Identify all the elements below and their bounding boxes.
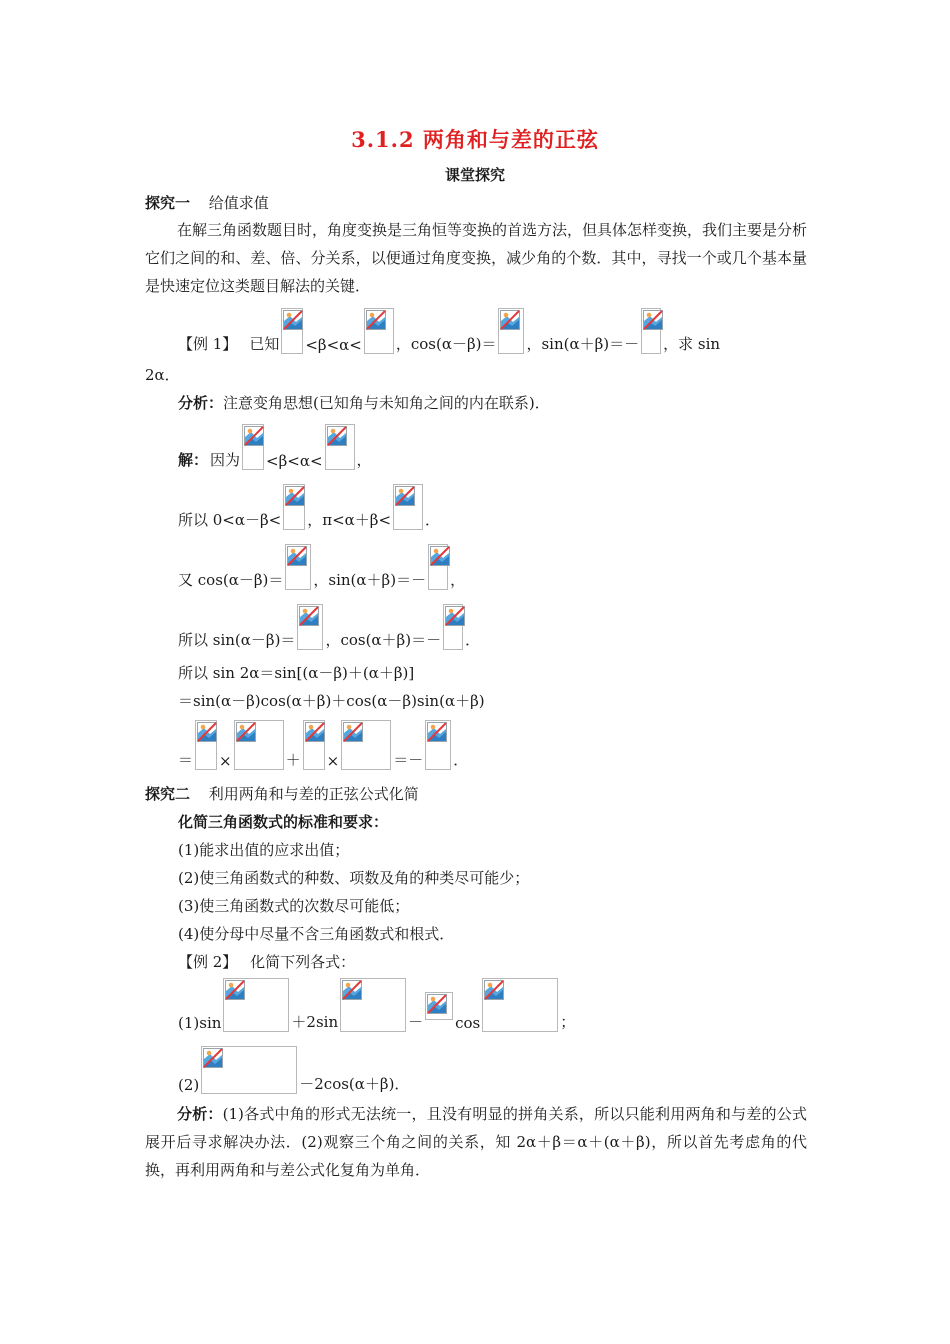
solution-text: ．: [465, 631, 481, 649]
example1-text: ，sin(α＋β)＝－: [526, 335, 640, 353]
standards-item: (3)使三角函数式的次数尽可能低；: [178, 897, 410, 915]
analysis2-text: (1)各式中角的形式无法统一，且没有明显的拼角关系，所以只能利用两角和与差的公式展开后寻求解决办法．(2)观察三个角之间的关系，知 2α＋β＝α＋(α＋β)，所以首先考虑角的代换，再利用两角和与差公式化复角为单角．: [145, 1105, 807, 1179]
standards-item: (1)能求出值的应求出值；: [178, 841, 350, 859]
example1-continuation: 2α．: [145, 366, 180, 384]
example2-heading: [178, 951, 355, 972]
formula-image: [443, 604, 463, 650]
solution-text: ×: [326, 752, 340, 770]
solution-text: 所以 0<α－β<: [178, 511, 282, 529]
example2-text: ＋2sin: [291, 1013, 339, 1031]
solution-label: 解：: [178, 451, 209, 469]
formula-image: [425, 992, 453, 1020]
solution-text: ，: [450, 571, 466, 589]
section1-name: 给值求值: [208, 194, 269, 212]
solution-text: 所以 sin(α－β)＝: [178, 631, 296, 649]
page-title: 3.1.2 两角和与差的正弦: [351, 127, 599, 152]
section2-heading: [145, 783, 419, 804]
solution-text: 又 cos(α－β)＝: [178, 571, 284, 589]
analysis1: [178, 392, 550, 413]
standards-item: (4)使分母中尽量不含三角函数式和根式．: [178, 925, 455, 943]
example2-text: 化简下列各式：: [250, 953, 356, 971]
example1-text: ，求 sin: [663, 335, 721, 353]
solution-text: ＋: [285, 751, 301, 769]
example1-text: <β<α<: [305, 336, 362, 354]
solution-text: ＝－: [393, 751, 424, 769]
solution-line-4: [178, 600, 480, 650]
formula-image: [303, 720, 325, 770]
formula-image: [340, 978, 406, 1032]
section1-label: 探究一: [145, 194, 191, 212]
solution-text: ，π<α＋β<: [307, 511, 392, 529]
example2-text: －2cos(α＋β)．: [299, 1075, 410, 1093]
section2-name: 利用两角和与差的正弦公式化简: [208, 785, 419, 803]
solution-text: ×: [219, 752, 232, 770]
section2-label: 探究二: [145, 785, 191, 803]
analysis1-label: 分析：: [178, 394, 224, 412]
standards-item: (2)使三角函数式的种数、项数及角的种类尽可能少；: [178, 869, 530, 887]
formula-image: [285, 544, 311, 590]
solution-text: ，sin(α＋β)＝－: [313, 571, 427, 589]
solution-line-1: [178, 420, 372, 470]
solution-line-3: [178, 540, 465, 590]
page-subtitle: 课堂探究: [444, 166, 505, 184]
intro-paragraph: 在解三角函数题目时，角度变换是三角恒等变换的首选方法，但具体怎样变换，我们主要是分析它们之间的和、差、倍、分关系，以便通过角度变换，减少角的个数．其中，寻找一个或几个基本量是快速定位这类题目解法的关键．: [145, 221, 808, 295]
example2-text: ；: [560, 1013, 576, 1031]
example1-text: 已知: [249, 335, 280, 353]
formula-image: [195, 720, 217, 770]
solution-text: ，cos(α＋β)＝－: [325, 631, 442, 649]
solution-line-2: [178, 480, 440, 530]
formula-image: [498, 308, 524, 354]
formula-image: [393, 484, 423, 530]
analysis1-text: 注意变角思想(已知角与未知角之间的内在联系)．: [223, 394, 550, 412]
solution-line-6: ＝sin(α－β)cos(α＋β)＋cos(α－β)sin(α＋β): [178, 692, 485, 710]
analysis2-label: 分析：: [177, 1105, 223, 1123]
solution-text: ．: [453, 751, 469, 769]
formula-image: [482, 978, 558, 1032]
solution-line-5: 所以 sin 2α＝sin[(α－β)＋(α＋β)]: [178, 664, 415, 682]
example2-part1: [178, 976, 575, 1032]
example2-text: cos: [455, 1014, 481, 1032]
solution-text: <β<α<: [266, 452, 323, 470]
formula-image: [425, 720, 451, 770]
analysis2-paragraph: [145, 1100, 807, 1184]
formula-image: [201, 1046, 297, 1094]
example2-tag: 【例 2】: [178, 953, 238, 971]
example2-text: (1)sin: [178, 1014, 222, 1032]
solution-text: ．: [425, 511, 441, 529]
solution-text: ＝: [178, 751, 194, 769]
solution-line-7: [178, 718, 468, 770]
formula-image: [341, 720, 391, 770]
example2-text: (2): [178, 1076, 200, 1094]
formula-image: [325, 424, 355, 470]
solution-text: ，: [356, 451, 372, 469]
example2-part2: [178, 1042, 409, 1094]
formula-image: [297, 604, 323, 650]
example2-text: －: [408, 1013, 424, 1031]
example1-tag: 【例 1】: [178, 335, 238, 353]
formula-image: [234, 720, 284, 770]
formula-image: [364, 308, 394, 354]
formula-image: [281, 308, 303, 354]
formula-image: [641, 308, 661, 354]
formula-image: [283, 484, 305, 530]
example1-line: [178, 304, 720, 354]
formula-image: [428, 544, 448, 590]
standards-title: 化简三角函数式的标准和要求：: [178, 813, 389, 831]
formula-image: [223, 978, 289, 1032]
formula-image: [242, 424, 264, 470]
solution-text: 因为: [210, 451, 241, 469]
section1-heading: [145, 192, 269, 213]
example1-text: ，cos(α－β)＝: [395, 335, 497, 353]
